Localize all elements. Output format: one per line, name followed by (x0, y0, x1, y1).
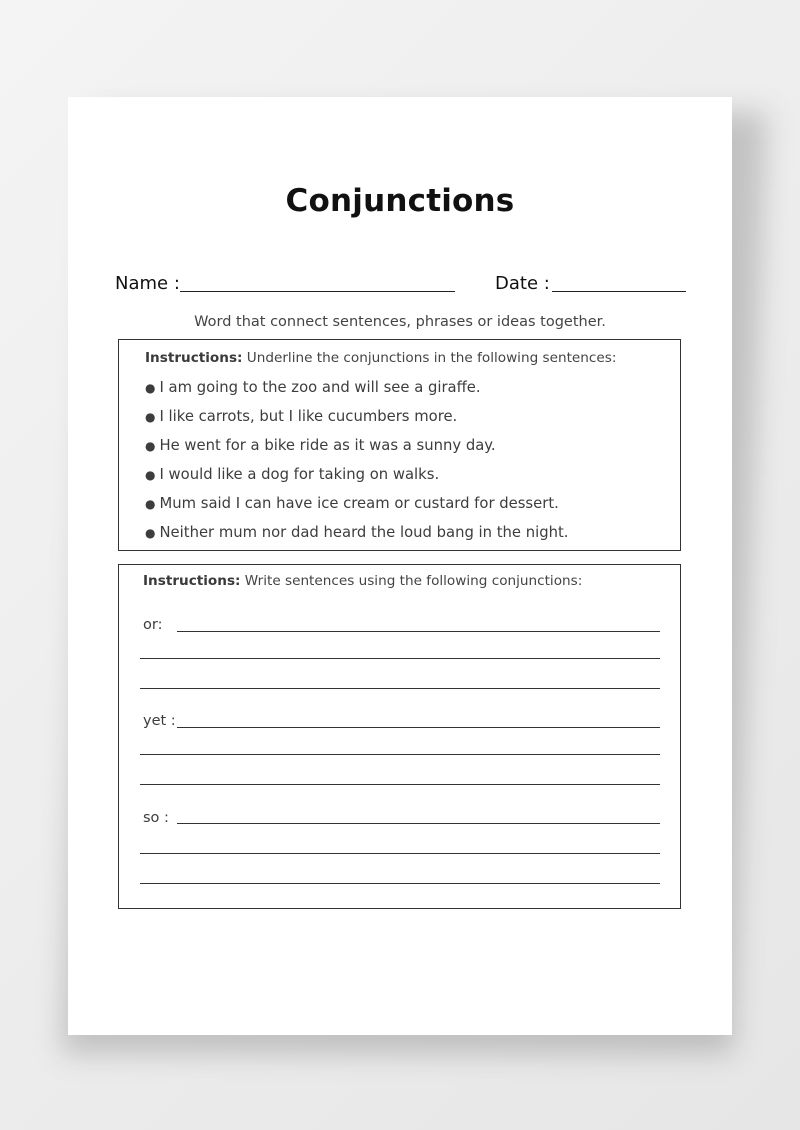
writing-line[interactable] (140, 853, 660, 854)
bullet-icon: ● (145, 439, 156, 453)
section1-instructions-text: Underline the conjunctions in the following sentences: (242, 350, 617, 366)
sentence-item (145, 407, 569, 436)
section1-instructions-label: Instructions: (145, 350, 243, 366)
sentence-item (145, 494, 569, 523)
conjunction-label-so: so : (143, 810, 169, 826)
sentence-text: He went for a bike ride as it was a sunny day. (159, 437, 496, 454)
sentence-text: Neither mum nor dad heard the loud bang in the night. (159, 524, 569, 541)
section2-instructions-label: Instructions: (143, 573, 241, 589)
worksheet-title: Conjunctions (285, 183, 515, 219)
worksheet-page (68, 97, 732, 1035)
underline-exercise-box (118, 339, 681, 551)
bullet-icon: ● (145, 410, 156, 424)
writing-line[interactable] (140, 784, 660, 785)
bullet-icon: ● (145, 526, 156, 540)
sentence-text: Mum said I can have ice cream or custard for dessert. (159, 495, 559, 512)
writing-line[interactable] (140, 883, 660, 884)
sentence-text: I like carrots, but I like cucumbers more. (159, 408, 458, 425)
section2-instructions-text: Write sentences using the following conjunctions: (240, 573, 583, 589)
sentence-item (145, 378, 569, 407)
conjunction-label-yet: yet : (143, 713, 176, 729)
writing-line[interactable] (177, 823, 660, 824)
sentence-text: I am going to the zoo and will see a giraffe. (159, 379, 481, 396)
sentence-item (145, 523, 569, 552)
writing-line[interactable] (140, 688, 660, 689)
name-label: Name : (115, 273, 180, 294)
writing-line[interactable] (177, 727, 660, 728)
writing-line[interactable] (140, 754, 660, 755)
sentence-item (145, 465, 569, 494)
conjunction-label-or: or: (143, 617, 163, 633)
section1-instructions (145, 350, 616, 366)
sentence-list (145, 378, 569, 552)
writing-exercise-box (118, 564, 681, 909)
worksheet-subtitle: Word that connect sentences, phrases or ideas together. (194, 314, 606, 330)
bullet-icon: ● (145, 468, 156, 482)
date-label: Date : (495, 273, 550, 294)
sentence-item (145, 436, 569, 465)
date-field[interactable] (552, 291, 686, 292)
bullet-icon: ● (145, 381, 156, 395)
bullet-icon: ● (145, 497, 156, 511)
writing-line[interactable] (140, 658, 660, 659)
section2-instructions (143, 573, 582, 589)
name-field[interactable] (180, 291, 455, 292)
writing-line[interactable] (177, 631, 660, 632)
sentence-text: I would like a dog for taking on walks. (159, 466, 440, 483)
